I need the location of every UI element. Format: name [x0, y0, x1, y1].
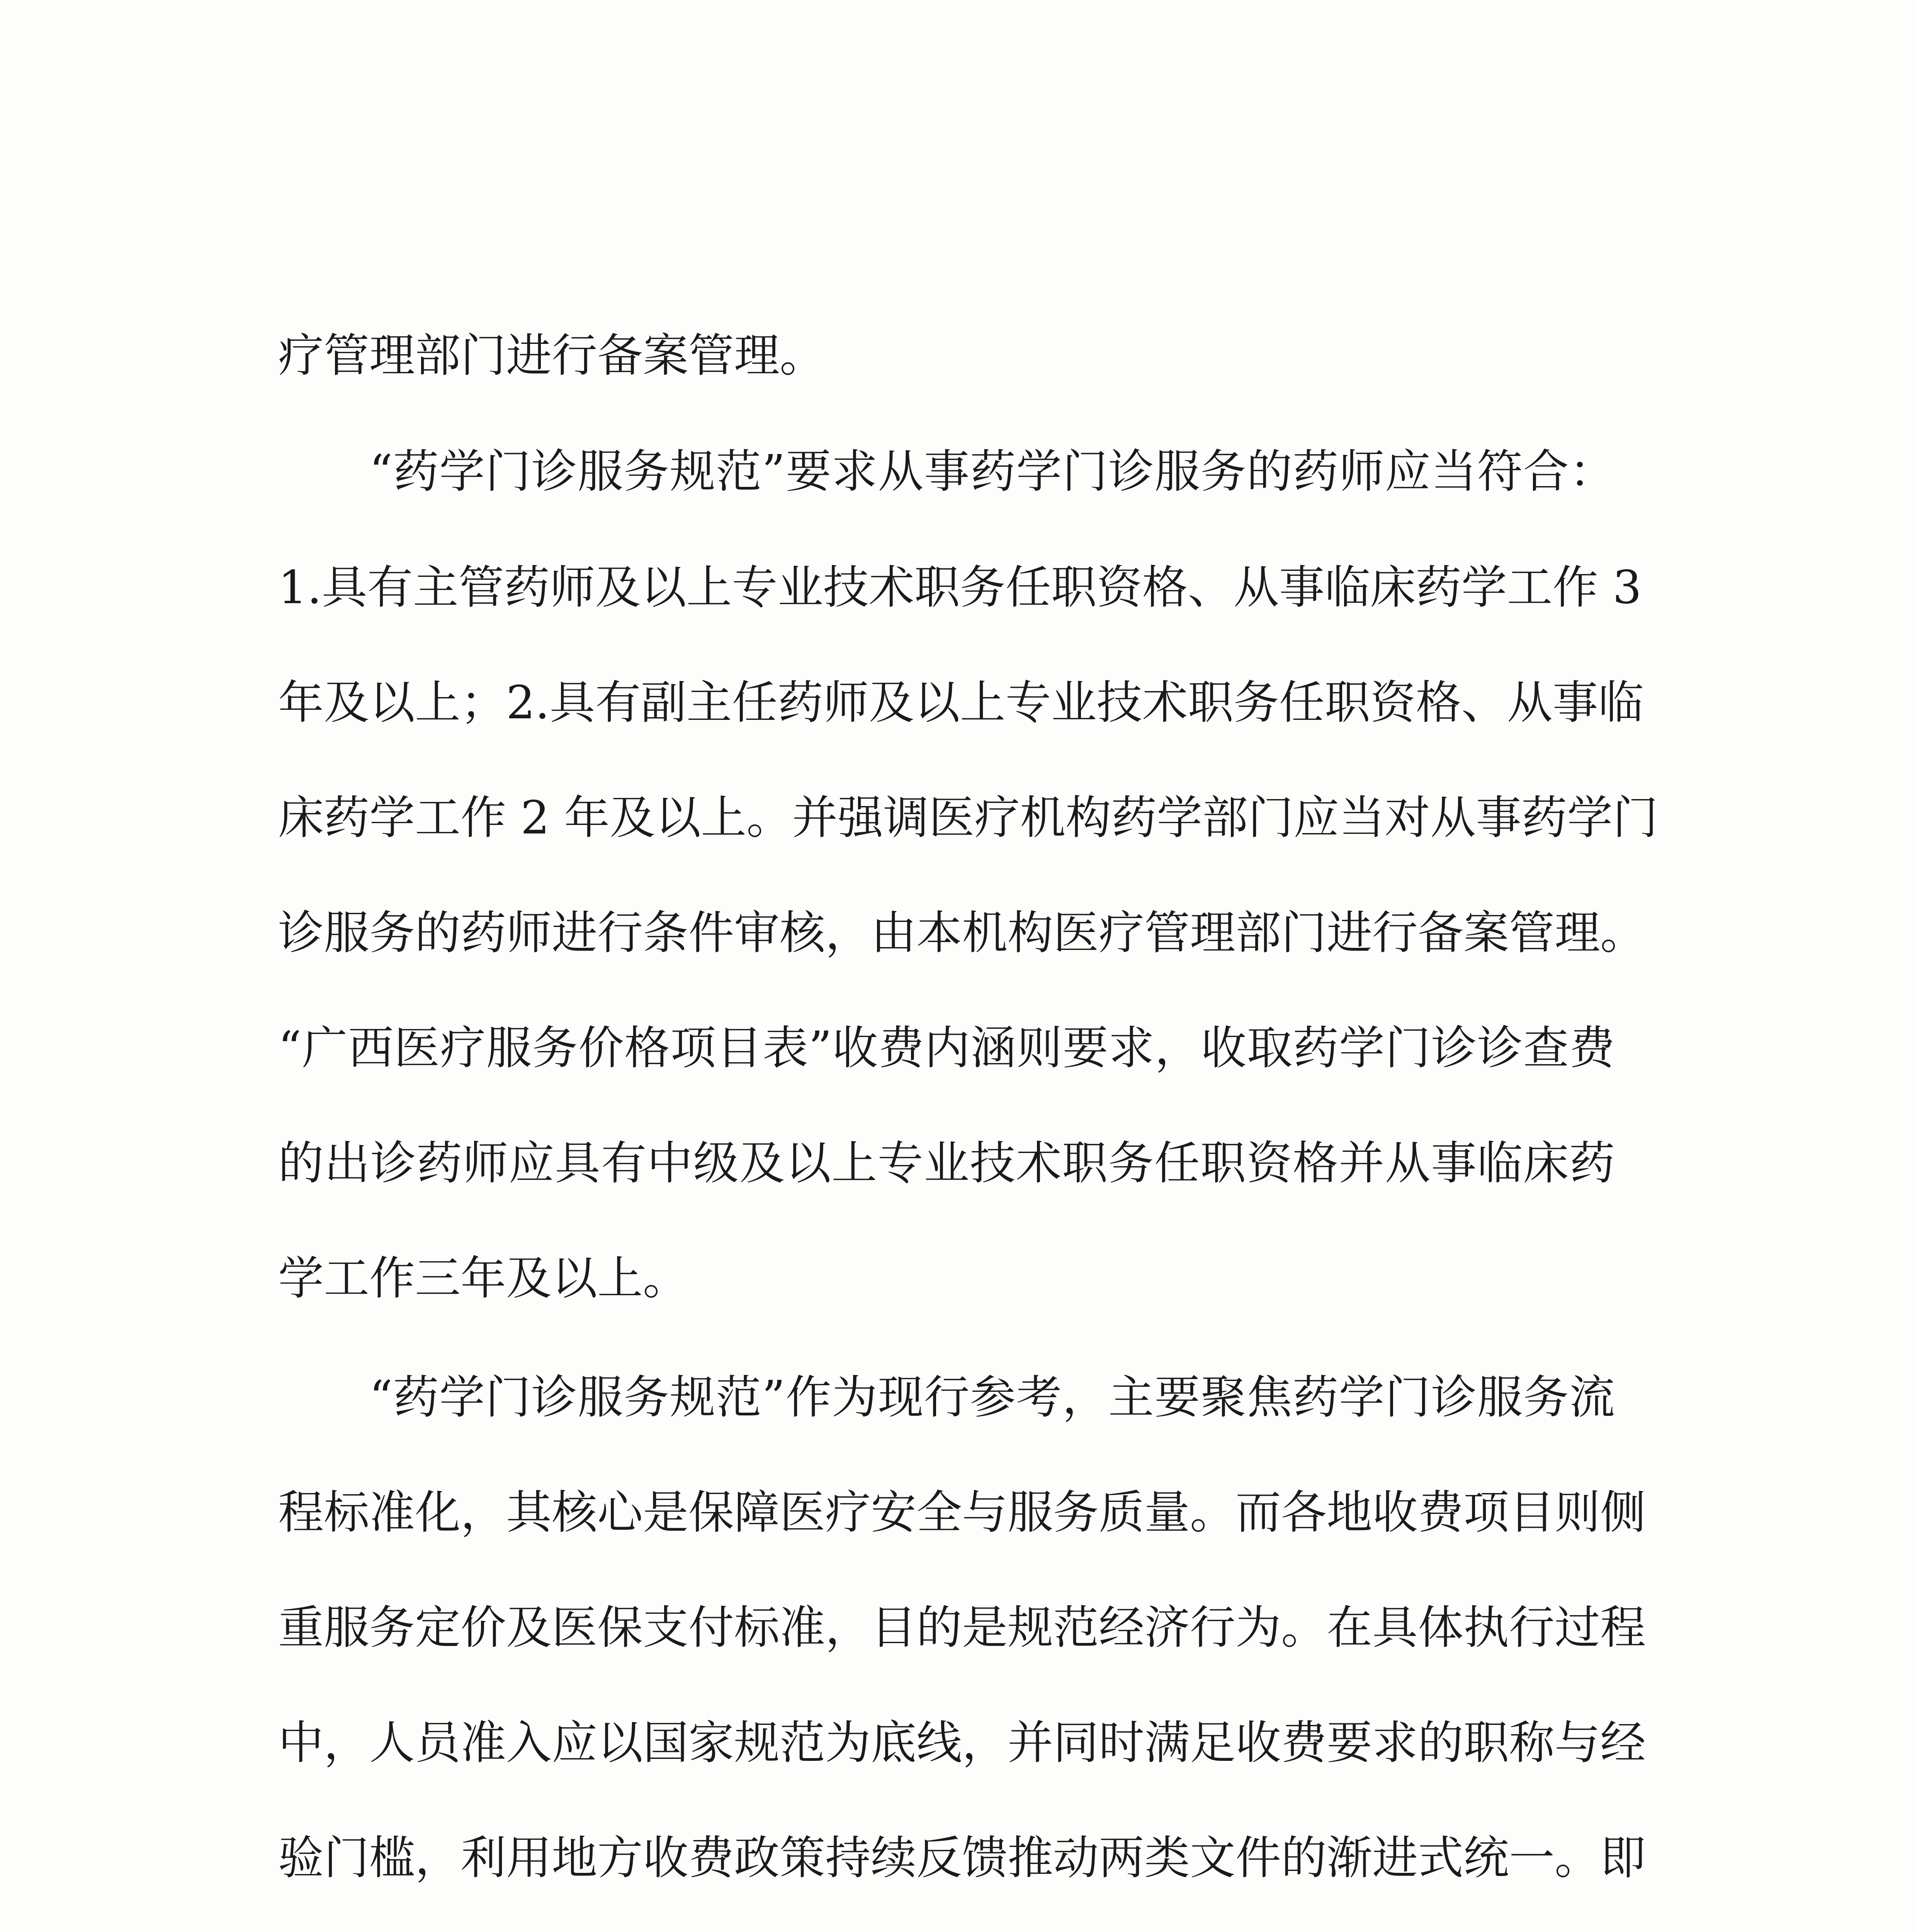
text-line-5: 床药学工作 2 年及以上。并强调医疗机构药学部门应当对从事药学门: [278, 791, 1659, 844]
text-line-4: 年及以上；2.具有副主任药师及以上专业技术职务任职资格、从事临: [278, 676, 1644, 729]
text-line-6: 诊服务的药师进行条件审核，由本机构医疗管理部门进行备案管理。: [278, 906, 1646, 959]
text-line-10: “药学门诊服务规范”作为现行参考，主要聚焦药学门诊服务流: [369, 1371, 1615, 1424]
text-line-12: 重服务定价及医保支付标准，目的是规范经济行为。在具体执行过程: [278, 1601, 1646, 1654]
text-line-3: 1.具有主管药师及以上专业技术职务任职资格、从事临床药学工作 3: [278, 561, 1642, 614]
text-line-2: “药学门诊服务规范”要求从事药学门诊服务的药师应当符合：: [369, 445, 1615, 498]
text-line-14: 验门槛，利用地方收费政策持续反馈推动两类文件的渐进式统一。即: [278, 1831, 1646, 1884]
text-line-13: 中，人员准入应以国家规范为底线，并同时满足收费要求的职称与经: [278, 1716, 1646, 1769]
text-line-9: 学工作三年及以上。: [278, 1252, 689, 1305]
text-line-7: “广西医疗服务价格项目表”收费内涵则要求，收取药学门诊诊查费: [278, 1021, 1615, 1075]
text-line-8: 的出诊药师应具有中级及以上专业技术职务任职资格并从事临床药: [278, 1136, 1615, 1190]
text-line-11: 程标准化，其核心是保障医疗安全与服务质量。而各地收费项目则侧: [278, 1486, 1646, 1539]
text-line-1: 疗管理部门进行备案管理。: [278, 329, 826, 382]
